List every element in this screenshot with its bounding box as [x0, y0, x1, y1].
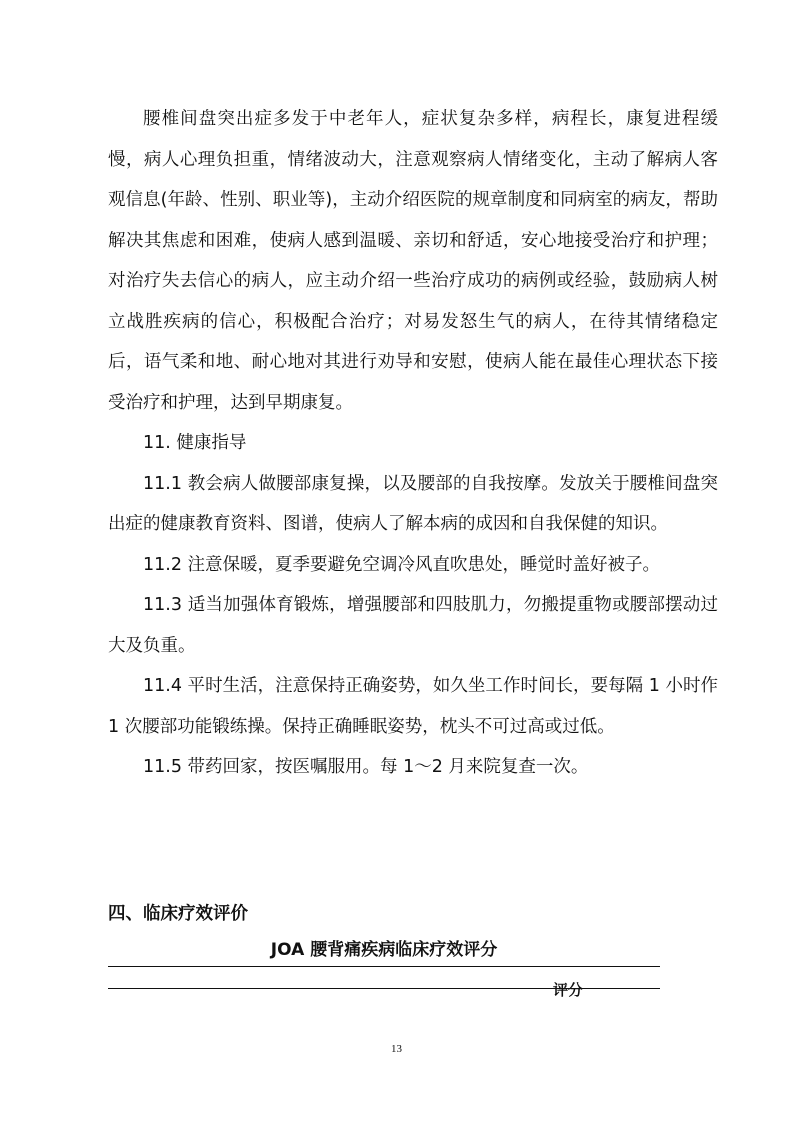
paragraph-11-5: 11.5 带药回家，按医嘱服用。每 1～2 月来院复查一次。: [143, 757, 589, 777]
paragraph-11-2: 11.2 注意保暖，夏季要避免空调冷风直吹患处，睡觉时盖好被子。: [143, 554, 661, 575]
heading-health-guidance: 11. 健康指导: [143, 433, 247, 453]
paragraph-11-3: 11.3 适当加强体育锻炼，增强腰部和四肢肌力，勿搬提重物或腰部摆动过大及负重。: [108, 595, 718, 656]
score-column-header: 评分: [553, 981, 584, 999]
body-text: [108, 99, 718, 788]
table-top-rule: [108, 966, 660, 967]
table-title: JOA 腰背痛疾病临床疗效评分: [270, 940, 498, 960]
section-heading: 四、临床疗效评价: [108, 904, 248, 924]
paragraph-11-4: 11.4 平时生活，注意保持正确姿势，如久坐工作时间长，要每隔 1 小时作 1 次腰部功能锻练操。保持正确睡眠姿势，枕头不可过高或过低。: [108, 676, 718, 737]
page-number: 13: [391, 1043, 402, 1055]
paragraph-psychological-care: 腰椎间盘突出症多发于中老年人，症状复杂多样，病程长，康复进程缓慢，病人心理负担重，情绪波动大，注意观察病人情绪变化，主动了解病人客观信息(年龄、性别、职业等)，主动介绍医院的规章制度和同病室的病友，帮助解决其焦虑和困难，使病人感到温暖、亲切和舒适，安心地接受治疗和护理；对治疗失去信心的病人，应主动介绍一些治疗成功的病例或经验，鼓励病人树立战胜疾病的信心，积极配合治疗；对易发怒生气的病人，在待其情绪稳定后，语气柔和地、耐心地对其进行劝导和安慰，使病人能在最佳心理状态下接受治疗和护理，达到早期康复。: [108, 109, 718, 413]
paragraph-11-1: 11.1 教会病人做腰部康复操，以及腰部的自我按摩。发放关于腰椎间盘突出症的健康教育资料、图谱，使病人了解本病的成因和自我保健的知识。: [108, 473, 718, 534]
